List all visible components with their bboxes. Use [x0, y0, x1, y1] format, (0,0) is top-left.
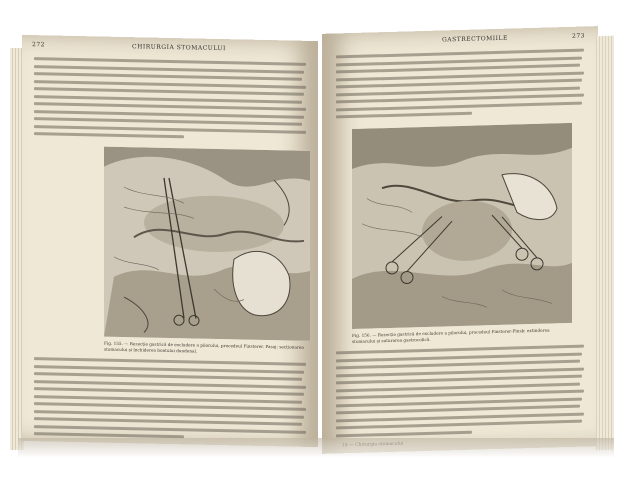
text-line [336, 101, 582, 111]
right-running-head: GASTRECTOMIILE [442, 34, 508, 44]
left-page-number: 272 [32, 41, 45, 49]
right-page-number: 273 [572, 32, 585, 40]
text-line [336, 430, 472, 437]
text-line [34, 102, 306, 111]
text-line [336, 420, 582, 430]
right-text-top [322, 26, 598, 34]
text-line [34, 95, 302, 104]
left-text-bottom [22, 35, 318, 41]
right-page-edges [596, 36, 614, 451]
right-text-bottom [322, 26, 598, 34]
right-surgical-illustration [352, 123, 572, 329]
text-line [34, 72, 302, 81]
book-shadow [18, 438, 614, 458]
text-line [34, 402, 306, 411]
right-page [322, 26, 598, 454]
text-line [34, 132, 184, 138]
text-line [34, 87, 304, 96]
text-line [336, 112, 472, 119]
left-running-head: CHIRURGIA STOMACULUI [132, 43, 226, 53]
text-line [34, 372, 302, 381]
text-line [34, 117, 302, 126]
text-line [34, 395, 302, 404]
left-figure-caption: Fig. 155. — Rezecție gastrică de excludere a pilorului, procedeul Finsterer. Pasaj: secționarea stomacului și închiderea bontului duodenal. [104, 340, 304, 354]
left-surgical-illustration [104, 147, 310, 341]
text-line [34, 57, 306, 66]
text-line [34, 387, 304, 396]
left-text-top [22, 35, 318, 41]
right-figure-caption: Fig. 156. — Rezecție gastrică de excludere a pilorului, procedeul Finsterer-Pinsk: extinderea stomacului și suturarea gastrocolică. [352, 327, 550, 344]
left-page [22, 35, 318, 447]
text-line [34, 357, 306, 366]
text-line [34, 417, 302, 426]
